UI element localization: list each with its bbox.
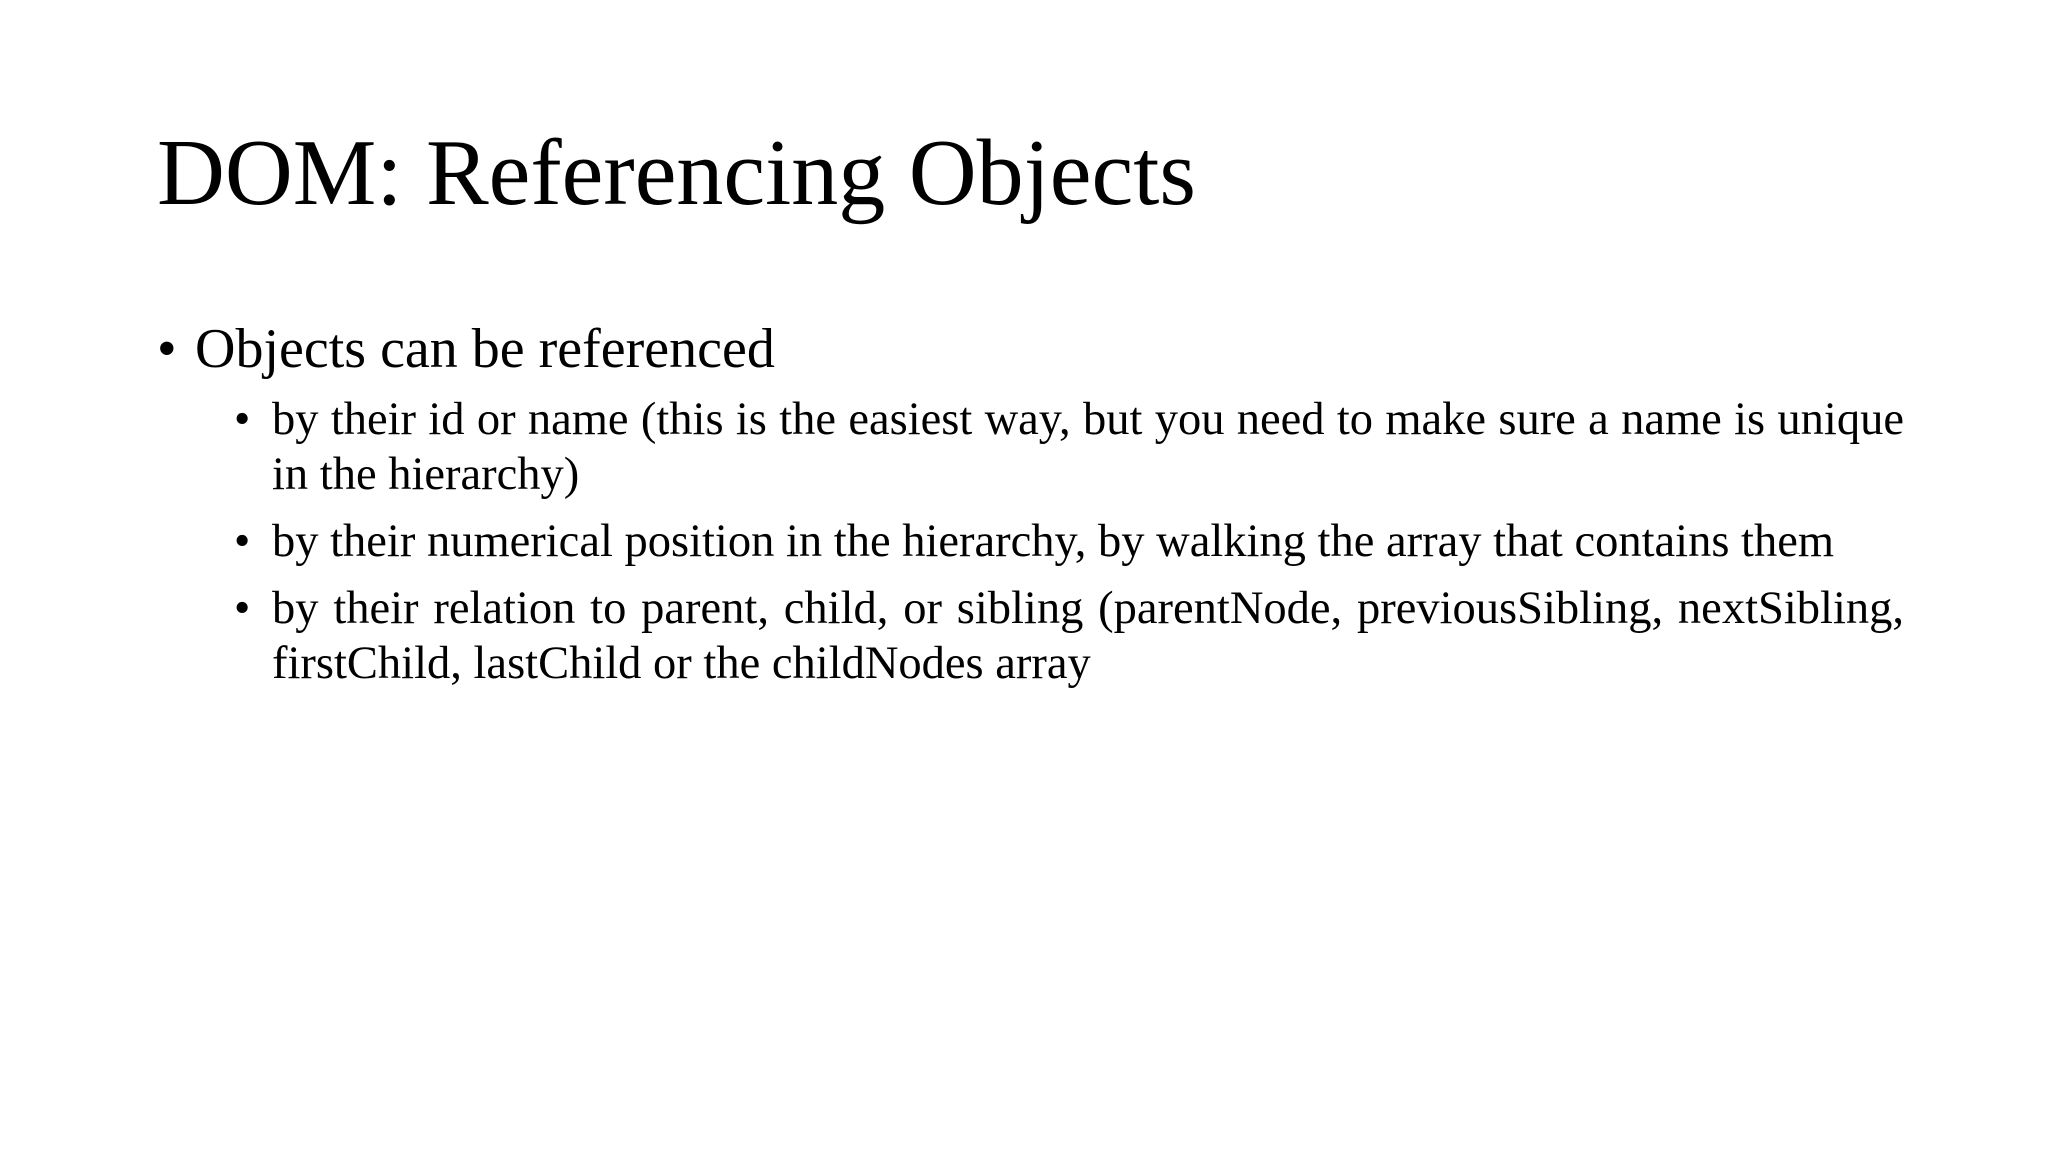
bullet-item-main xyxy=(157,318,1904,380)
bullet-text-main: Objects can be referenced xyxy=(195,318,775,380)
slide-title: DOM: Referencing Objects xyxy=(157,121,1196,225)
sub-bullet-item xyxy=(234,514,1904,569)
bullet-icon: • xyxy=(234,583,251,634)
bullet-icon: • xyxy=(234,394,251,445)
bullet-icon: • xyxy=(157,318,177,380)
sub-bullet-text: by their relation to parent, child, or sibling (parentNode, previousSibling, nextSibling, firstChild, lastChild or the childNodes array xyxy=(272,583,1904,689)
sub-bullet-item xyxy=(234,581,1904,691)
bullet-icon: • xyxy=(234,516,251,567)
slide-content xyxy=(157,318,1904,703)
sub-bullet-text: by their id or name (this is the easiest way, but you need to make sure a name is unique in the hierarchy) xyxy=(272,394,1904,500)
sub-bullet-item xyxy=(234,392,1904,502)
sub-bullet-list xyxy=(157,392,1904,691)
sub-bullet-text: by their numerical position in the hierarchy, by walking the array that contains them xyxy=(272,516,1835,567)
